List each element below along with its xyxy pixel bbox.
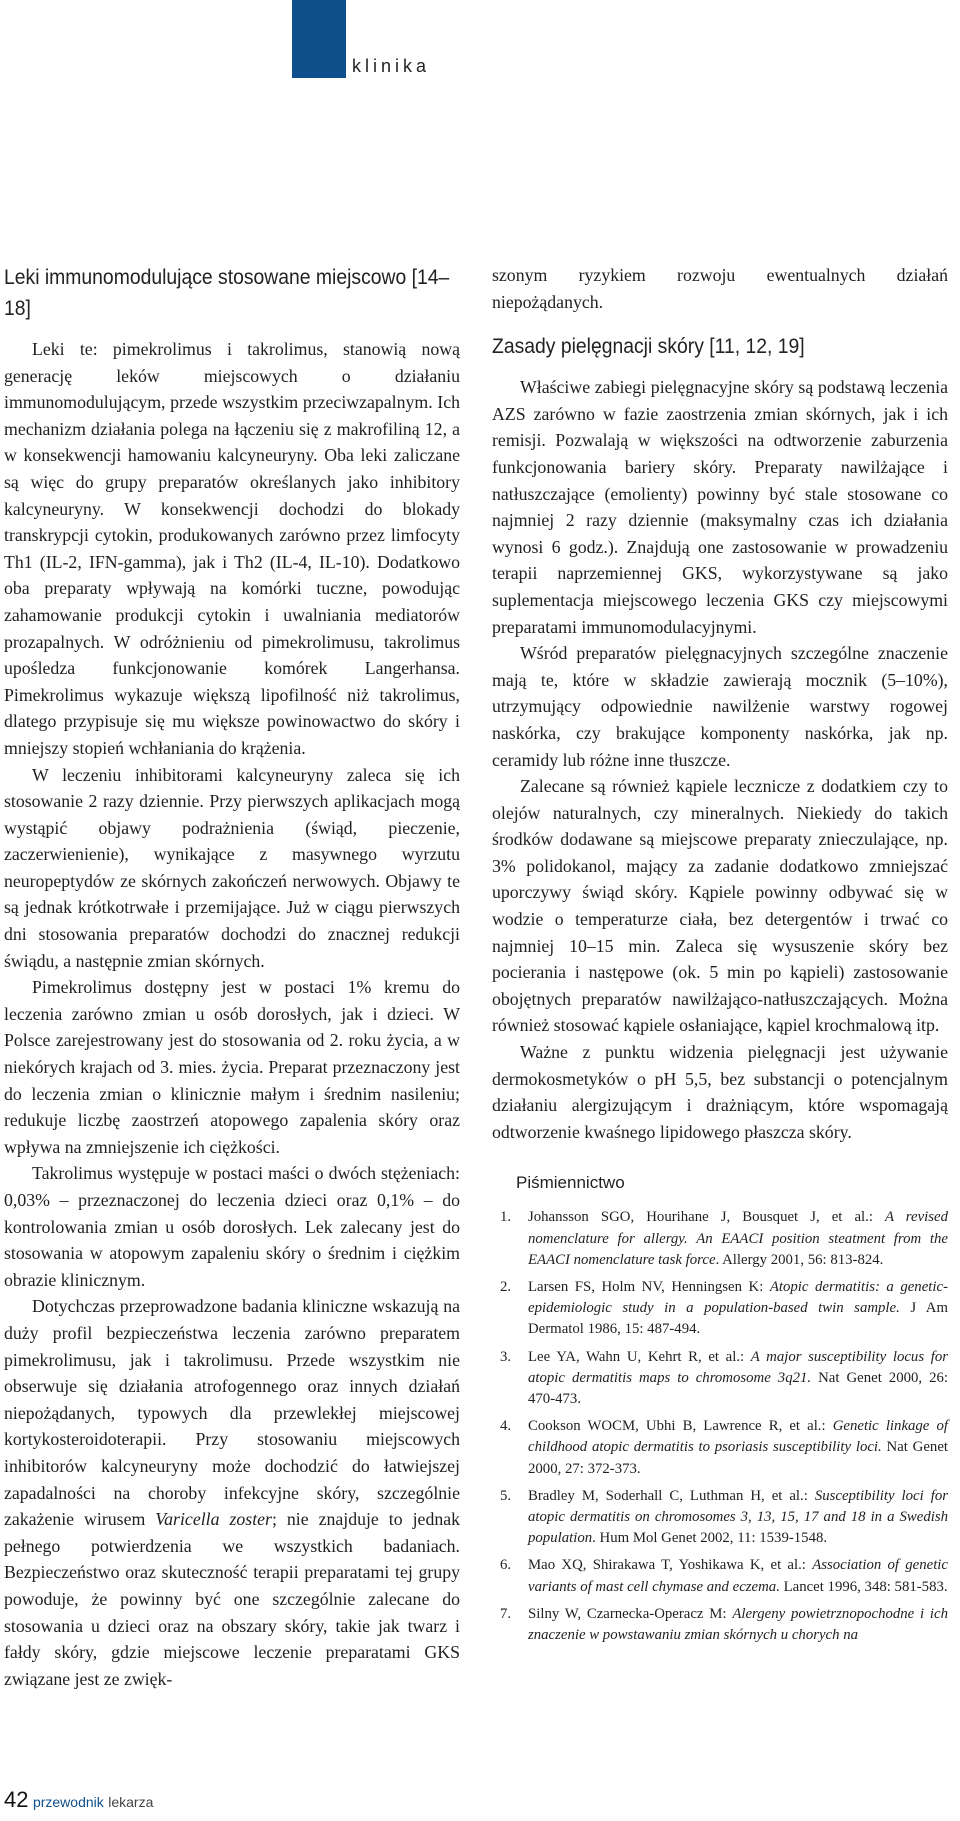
reference-source: . Hum Mol Genet 2002, 11: 1539-1548.	[592, 1530, 828, 1547]
left-column	[4, 262, 460, 1692]
reference-item	[500, 1555, 948, 1597]
text-run: Dotychczas przeprowadzone badania kliniczne wskazują na duży profil bezpieczeństwa leczenia zarówno preparatem pimekrolimusu, jak i takrolimusu. Przede wszystkim nie obserwuje się działania atrofogennego oraz innych działań niepożądanych, typowych dla przewlekłej miejscowej kortykosteroidoterapii. Przy stosowaniu miejscowych inhibitorów kalcyneuryny może dochodzić do łatwiejszej zapadalności na choroby infekcyjne skóry, szczególnie zakażenie wirusem	[4, 1296, 460, 1530]
reference-title: A revised nomenclature for allergy. An EAACI position steatment from the EAACI nomenclature task force	[528, 1209, 948, 1268]
references-list	[492, 1207, 948, 1646]
paragraph: W leczeniu inhibitorami kalcyneuryny zaleca się ich stosowanie 2 razy dziennie. Przy pierwszych aplikacjach mogą wystąpić objawy podrażnienia (świąd, pieczenie, zaczerwienienie), wynikające z masywnego wyrzutu neuropeptydów ze skórnych zakończeń nerwowych. Objawy te są jednak krótkotrwałe i przemijające. Już w ciągu pierwszych dni stosowania preparatów dochodzi do znacznej redukcji świądu, a następnie zmian skórnych.	[4, 764, 460, 971]
journal-name: przewodnik	[32, 1794, 104, 1810]
reference-number: 1.	[500, 1209, 512, 1226]
paragraph: Pimekrolimus dostępny jest w postaci 1% kremu do leczenia zarówno zmian u osób dorosłych, jak i dzieci. W Polsce zarejestrowany jest do stosowania od 2. roku życia, a w niekórych krajach od 3. mies. życia. Preparat przeznaczony jest do leczenia zmian o klinicznie małym i średnim nasileniu; redukuje liczbę zaostrzeń atopowego zapalenia skóry oraz wpływa na zmniejszenie ich ciężkości.	[4, 977, 460, 1157]
reference-item	[500, 1277, 948, 1341]
section-label: klinika	[352, 56, 431, 76]
reference-title: Atopic dermatitis: a genetic-epidemiologic study in a population-based twin sample.	[528, 1279, 948, 1317]
reference-title: Susceptibility loci for atopic dermatitis on chromosomes 3, 13, 15, 17 and 18 in a Swedish population	[528, 1487, 948, 1547]
page-number: 42	[4, 1787, 29, 1812]
reference-title: A major susceptibility locus for atopic dermatitis maps to chromosome 3q21.	[528, 1348, 948, 1386]
reference-item	[500, 1604, 948, 1646]
reference-number: 6.	[500, 1557, 512, 1574]
paragraph: Zalecane są również kąpiele lecznicze z dodatkiem czy to olejów naturalnych, czy mineralnych. Niekiedy do takich środków dodawane są miejscowe preparaty znieczulające, np. 3% polidokanol, mający za zadanie dodatkowo zmniejszać uporczywy świąd skóry. Kąpiele powinny odbywać się w wodzie o temperaturze ciała, bez detergentów i trwać co najmniej 10–15 min. Zaleca się wysuszenie skóry bez pocierania i następowe (ok. 5 min po kąpieli) zastosowanie obojętnych preparatów nawilżająco-natłuszczających. Można również stosować kąpiele osłaniające, kąpiel krochmalową itp.	[492, 776, 948, 1036]
reference-authors: Cookson WOCM, Ubhi B, Lawrence R, et al.:	[528, 1418, 833, 1435]
reference-item	[500, 1347, 948, 1411]
section-heading-immunomodulators: Leki immunomodulujące stosowane miejscowo [14–18]	[4, 265, 450, 320]
right-column	[492, 262, 948, 1652]
paragraph: Wśród preparatów pielęgnacyjnych szczególne znaczenie mają te, które w składzie zawierają mocznik (5–10%), utrzymujący odpowiednie nawilżenie warstwy rogowej naskórka, czy brakujące komponenty naskórka, jak np. ceramidy lub różne inne tłuszcze.	[492, 643, 948, 770]
reference-title: Alergeny powietrznopochodne i ich znaczenie w powstawaniu zmian skórnych u chorych na	[528, 1605, 948, 1644]
reference-authors: Mao XQ, Shirakawa T, Yoshikawa K, et al.:	[528, 1557, 813, 1574]
reference-source: . Allergy 2001, 56: 813-824.	[715, 1251, 884, 1268]
reference-source: J Am Dermatol 1986, 15: 487-494.	[528, 1300, 949, 1338]
paragraph: Ważne z punktu widzenia pielęgnacji jest używanie dermokosmetyków o pH 5,5, bez substancji o potencjalnym działaniu alergizującym i drażniącym, które wspomagają odtworzenie kwaśnego lipidowego płaszcza skóry.	[492, 1042, 948, 1142]
reference-title: Association of genetic variants of mast cell chymase and eczema.	[528, 1557, 948, 1595]
reference-source: Lancet 1996, 348: 581-583.	[779, 1578, 948, 1595]
italic-term: Varicella zoster	[155, 1509, 272, 1530]
journal-name-suffix: lekarza	[108, 1794, 154, 1810]
reference-source: Nat Genet 2000, 27: 372-373.	[528, 1439, 948, 1477]
references-title: Piśmiennictwo	[516, 1173, 625, 1193]
paragraph	[4, 1293, 460, 1692]
reference-number: 7.	[500, 1605, 512, 1622]
paragraph: Leki te: pimekrolimus i takrolimus, stanowią nową generację leków miejscowych o działaniu immunomodulującym, przede wszystkim przeciwzapalnym. Ich mechanizm działania polega na łączeniu się z makrofiliną 12, a w konsekwencji hamowaniu kalcyneuryny. Oba leki zaliczane są więc do grupy preparatów określanych jako inhibitory kalcyneuryny. W konsekwencji dochodzi do blokady transkrypcji cytokin, produkowanych zarówno przez limfocyty Th1 (IL-2, IFN-gamma), jak i Th2 (IL-4, IL-10). Dodatkowo oba preparaty wpływają na komórki tuczne, powodując zahamowanie produkcji cytokin i uwalniania mediatorów prozapalnych. W odróżnieniu od pimekrolimusu, takrolimus upośledza funkcjonowanie komórek Langerhansa. Pimekrolimus wykazuje większą lipofilność niż takrolimus, dlatego przypisuje się mu większe powinowactwo do skóry i mniejszy stopień wchłaniania do krążenia.	[4, 339, 460, 758]
reference-item	[500, 1207, 948, 1271]
reference-title: Genetic linkage of childhood atopic dermatitis to psoriasis susceptibility loci.	[528, 1418, 948, 1456]
reference-number: 5.	[500, 1487, 512, 1504]
reference-number: 2.	[500, 1279, 512, 1296]
section-color-block	[292, 0, 346, 78]
section-heading-skin-care: Zasady pielęgnacji skóry [11, 12, 19]	[492, 334, 805, 359]
paragraph: Właściwe zabiegi pielęgnacyjne skóry są podstawą leczenia AZS zarówno w fazie zaostrzenia zmian skórnych, jak i ich remisji. Pozwalają w większości na odtworzenie zaburzenia funkcjonowania bariery skóry. Preparaty nawilżające i natłuszczające (emolienty) powinny być stale stosowane co najmniej 2 razy dziennie (maksymalny czas ich działania wynosi 6 godz.). Znajdują one zastosowanie w prowadzeniu terapii naprzemiennej GKS, wykorzystywane są jako suplementacja miejscowego leczenia GKS czy miejscowymi preparatami immunomodulacyjnymi.	[492, 377, 948, 637]
page-footer	[4, 1787, 153, 1813]
reference-source: Nat Genet 2000, 26: 470-473.	[528, 1369, 948, 1408]
text-run: ; nie znajduje to jednak pełnego potwierdzenia we wszystkich badaniach. Bezpieczeństwo oraz skuteczność terapii preparatami tej grupy powoduje, że powinny być one szczególnie zalecane do stosowania u dzieci oraz na obszary skóry, takie jak twarz i fałdy skóry, gdzie miejscowe leczenie preparatami GKS związane jest ze zwięk-	[4, 1509, 461, 1689]
reference-item	[500, 1416, 948, 1480]
reference-authors: Lee YA, Wahn U, Kehrt R, et al.:	[528, 1348, 751, 1365]
reference-number: 4.	[500, 1418, 512, 1435]
reference-authors: Johansson SGO, Hourihane J, Bousquet J, et al.:	[528, 1209, 885, 1226]
paragraph: Takrolimus występuje w postaci maści o dwóch stężeniach: 0,03% – przeznaczonej do leczenia dzieci oraz 0,1% – do kontrolowania zmian u osób dorosłych. Lek zalecany jest do stosowania w atopowym zapaleniu skóry o średnim i ciężkim obrazie klinicznym.	[4, 1163, 460, 1290]
reference-item	[500, 1486, 948, 1550]
reference-authors: Bradley M, Soderhall C, Luthman H, et al.:	[528, 1487, 815, 1504]
paragraph-continuation: szonym ryzykiem rozwoju ewentualnych działań niepożądanych.	[492, 265, 948, 312]
reference-authors: Larsen FS, Holm NV, Henningsen K:	[528, 1279, 770, 1296]
reference-authors: Silny W, Czarnecka-Operacz M:	[528, 1605, 733, 1622]
reference-number: 3.	[500, 1348, 512, 1365]
